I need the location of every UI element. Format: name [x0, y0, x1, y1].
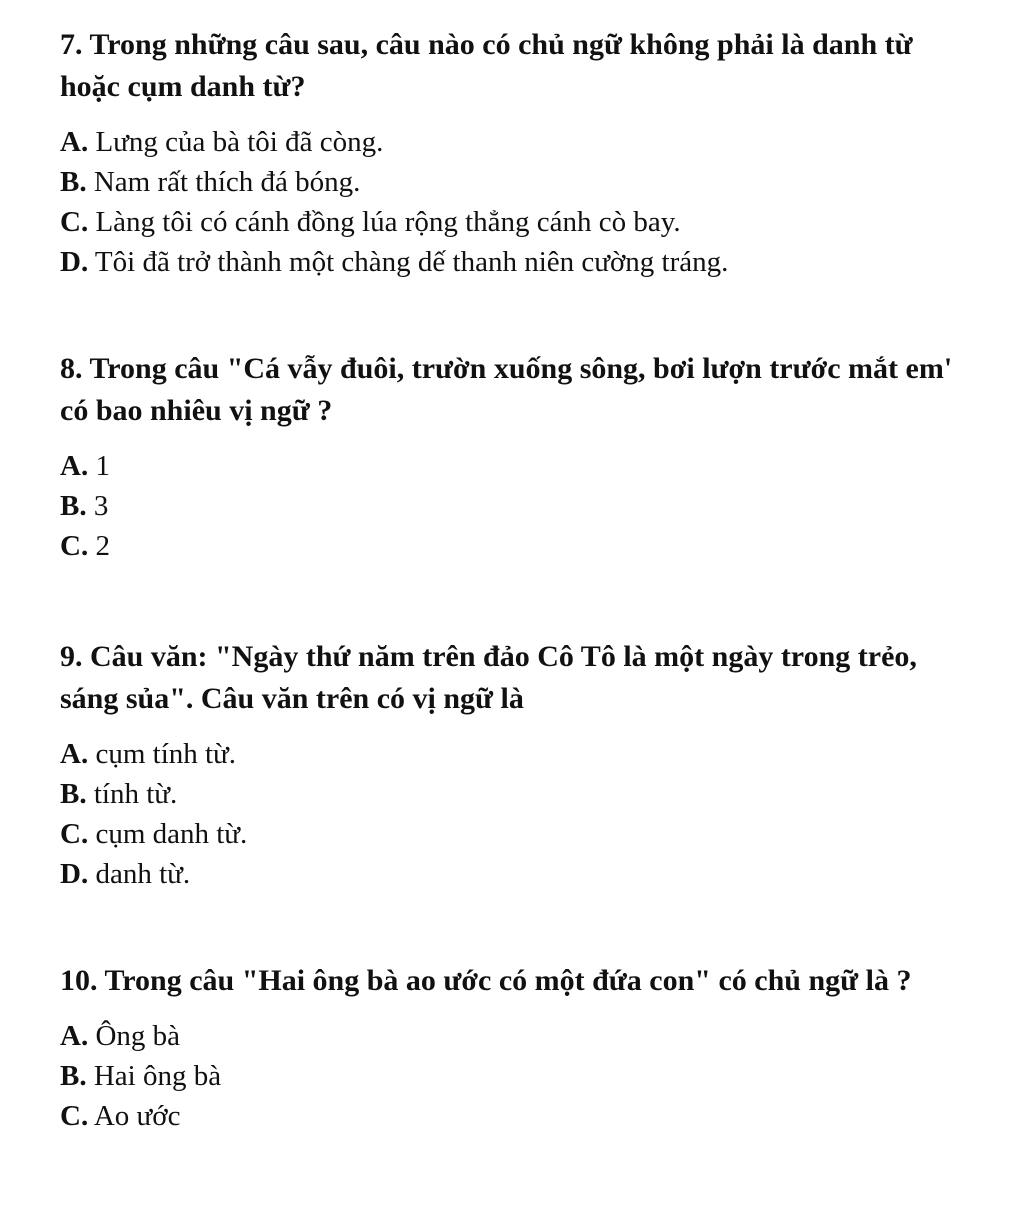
option-c — [60, 1096, 960, 1136]
question-9 — [60, 636, 960, 894]
option-list — [60, 122, 960, 282]
option-text: Hai ông bà — [86, 1060, 222, 1092]
option-b — [60, 1056, 960, 1096]
option-list — [60, 446, 960, 566]
option-letter: A. — [60, 1020, 89, 1052]
option-a — [60, 1016, 960, 1056]
option-text: Tôi đã trở thành một chàng dế thanh niên cường tráng. — [88, 246, 729, 278]
option-c — [60, 814, 960, 854]
question-title: 9. Câu văn: "Ngày thứ năm trên đảo Cô Tô là một ngày trong trẻo, sáng sủa". Câu văn trên có vị ngữ là — [60, 640, 917, 715]
option-text: 2 — [88, 530, 110, 562]
option-c — [60, 202, 960, 242]
option-text: Làng tôi có cánh đồng lúa rộng thẳng cánh cò bay. — [88, 206, 681, 238]
option-text: cụm tính từ. — [88, 738, 237, 770]
option-text: Ao ước — [88, 1100, 181, 1132]
question-title: 10. Trong câu "Hai ông bà ao ước có một đứa con" có chủ ngữ là ? — [60, 964, 912, 997]
option-letter: B. — [60, 490, 87, 522]
option-letter: C. — [60, 206, 89, 238]
option-letter: B. — [60, 1060, 87, 1092]
option-b — [60, 486, 960, 526]
question-10 — [60, 960, 960, 1136]
option-list — [60, 734, 960, 894]
option-letter: A. — [60, 450, 89, 482]
option-a — [60, 446, 960, 486]
option-a — [60, 122, 960, 162]
option-a — [60, 734, 960, 774]
option-c — [60, 526, 960, 566]
option-d — [60, 242, 960, 282]
option-text: cụm danh từ. — [88, 818, 248, 850]
option-letter: C. — [60, 818, 89, 850]
option-letter: C. — [60, 530, 89, 562]
option-letter: D. — [60, 246, 89, 278]
option-text: Lưng của bà tôi đã còng. — [88, 126, 384, 158]
option-text: 3 — [86, 490, 109, 522]
option-text: Ông bà — [88, 1020, 181, 1052]
option-letter: A. — [60, 126, 89, 158]
option-letter: C. — [60, 1100, 89, 1132]
option-text: 1 — [88, 450, 110, 482]
option-d — [60, 854, 960, 894]
option-b — [60, 774, 960, 814]
question-7 — [60, 24, 960, 282]
option-letter: D. — [60, 858, 89, 890]
option-text: tính từ. — [86, 778, 178, 810]
question-title: 7. Trong những câu sau, câu nào có chủ ngữ không phải là danh từ hoặc cụm danh từ? — [60, 28, 913, 103]
option-text: danh từ. — [88, 858, 191, 890]
option-letter: A. — [60, 738, 89, 770]
option-list — [60, 1016, 960, 1136]
option-letter: B. — [60, 166, 87, 198]
option-text: Nam rất thích đá bóng. — [86, 166, 361, 198]
option-letter: B. — [60, 778, 87, 810]
question-title: 8. Trong câu "Cá vẫy đuôi, trườn xuống sông, bơi lượn trước mắt em' có bao nhiêu vị ngữ ? — [60, 352, 953, 427]
option-b — [60, 162, 960, 202]
question-8 — [60, 348, 960, 566]
